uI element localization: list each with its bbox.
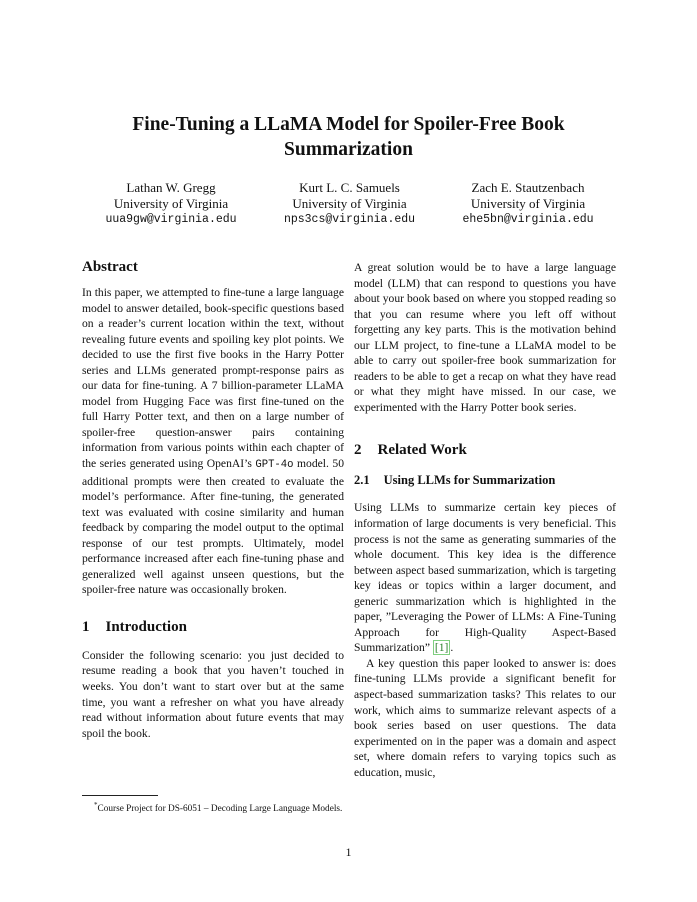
right-column <box>354 260 616 780</box>
related-work-text-end: . <box>450 641 454 655</box>
author-email[interactable]: uua9gw@virginia.edu <box>105 213 237 226</box>
section-number: 2 <box>354 442 362 459</box>
author-name: Kurt L. C. Samuels <box>299 180 400 195</box>
related-work-paragraph-1 <box>354 500 616 655</box>
footnote-rule <box>82 795 158 796</box>
introduction-paragraph-2: A great solution would be to have a large language model (LLM) that can respond to questions you have about your book based on where you stopped reading so that you can resume where you left off without forgetting any key parts. This is the motivation behind our LLM project, to fine-tune a LLaMA model to be able to carry out spoiler-free book summarization for readers to be able to get a recap on what they have read or what they might have missed. In our case, we experimented with the Harry Potter book series. <box>354 261 616 414</box>
abstract-text <box>82 285 344 598</box>
author-1 <box>82 180 260 228</box>
footnote <box>82 799 344 816</box>
related-work-heading <box>354 441 616 459</box>
author-affiliation: University of Virginia <box>292 196 407 211</box>
author-block <box>82 180 617 228</box>
introduction-heading <box>82 618 344 636</box>
section-title: Introduction <box>105 618 187 635</box>
citation-link[interactable]: [1] <box>434 641 449 655</box>
abstract-text-part-1: In this paper, we attempted to fine-tune a large language model to answer detailed, book-specific questions based on a reader’s current location within the text, without revealing future events and spoiling key plot points. We decided to use the first five books in the Harry Potter series and LLMs generated prompt-response pairs as our data for fine-tuning. A 7 billion-parameter LLaMA model from Hugging Face was first fine-tuned on the full Harry Potter text, and then on a large number of spoiler-free question-answer pairs containing information from various points within each chapter of the series generated using OpenAI’s <box>82 286 344 471</box>
page-number: 1 <box>345 845 352 859</box>
author-email[interactable]: nps3cs@virginia.edu <box>283 213 416 226</box>
author-name: Zach E. Stautzenbach <box>471 180 585 195</box>
section-title: Related Work <box>377 442 467 459</box>
author-affiliation: University of Virginia <box>470 196 586 211</box>
author-name: Lathan W. Gregg <box>126 180 216 195</box>
section-number: 1 <box>82 618 90 635</box>
subsection-title: Using LLMs for Summarization <box>383 473 556 488</box>
author-3 <box>439 180 617 228</box>
subsection-number: 2.1 <box>354 473 370 488</box>
related-work-text: Using LLMs to summarize certain key pieces of information of large documents is very beneficial. This process is not the same as generating summaries of the whole document. This key idea is the difference between aspect based summarization, which is targeting key ideas or topics within a larger document, and generic summarization which is highlighted in the paper, ”Leveraging the Power of LLMs: A Fine-Tuning Approach for High-Quality Aspect-Based Summarization” <box>354 501 616 655</box>
author-affiliation: University of Virginia <box>113 196 229 211</box>
left-column <box>82 258 344 741</box>
footnote-text: Course Project for DS-6051 – Decoding Large Language Models. <box>97 804 343 815</box>
abstract-heading: Abstract <box>82 259 138 275</box>
introduction-paragraph-1: Consider the following scenario: you just decided to resume reading a book that you haven’t touched in weeks. You don’t want to start over but at the same time, you want a refresher on what you have already read without information about future events that may spoil the book. <box>82 648 344 740</box>
paper-title: Fine-Tuning a LLaMA Model for Spoiler-Free Book Summarization <box>132 114 565 160</box>
author-email[interactable]: ehe5bn@virginia.edu <box>462 213 594 226</box>
footnote-marker: * <box>94 801 98 809</box>
related-work-paragraph-2: A key question this paper looked to answer is: does fine-tuning LLMs provide a significant benefit for aspect-based summarization tasks? This relates to our work, which aims to summarize relevant aspects of a book series based on user questions. The data experimented on in the paper was a domain and aspect set, where domain refers to varying topics such as education, music, <box>354 656 616 779</box>
subsection-heading <box>354 472 616 488</box>
author-2 <box>261 180 439 228</box>
model-name-code: GPT-4o <box>255 459 294 472</box>
abstract-text-part-2: model. 50 additional prompts were then created to evaluate the model’s performance. After fine-tuning, the generated text was evaluated with cosine similarity and human feedback by comparing the model output to the optimal response of our test prompts. Ultimately, model performance increased after each fine-tuning phase and generalized well against unseen questions, but the spoiler-free nature was occasionally broken. <box>82 457 344 597</box>
